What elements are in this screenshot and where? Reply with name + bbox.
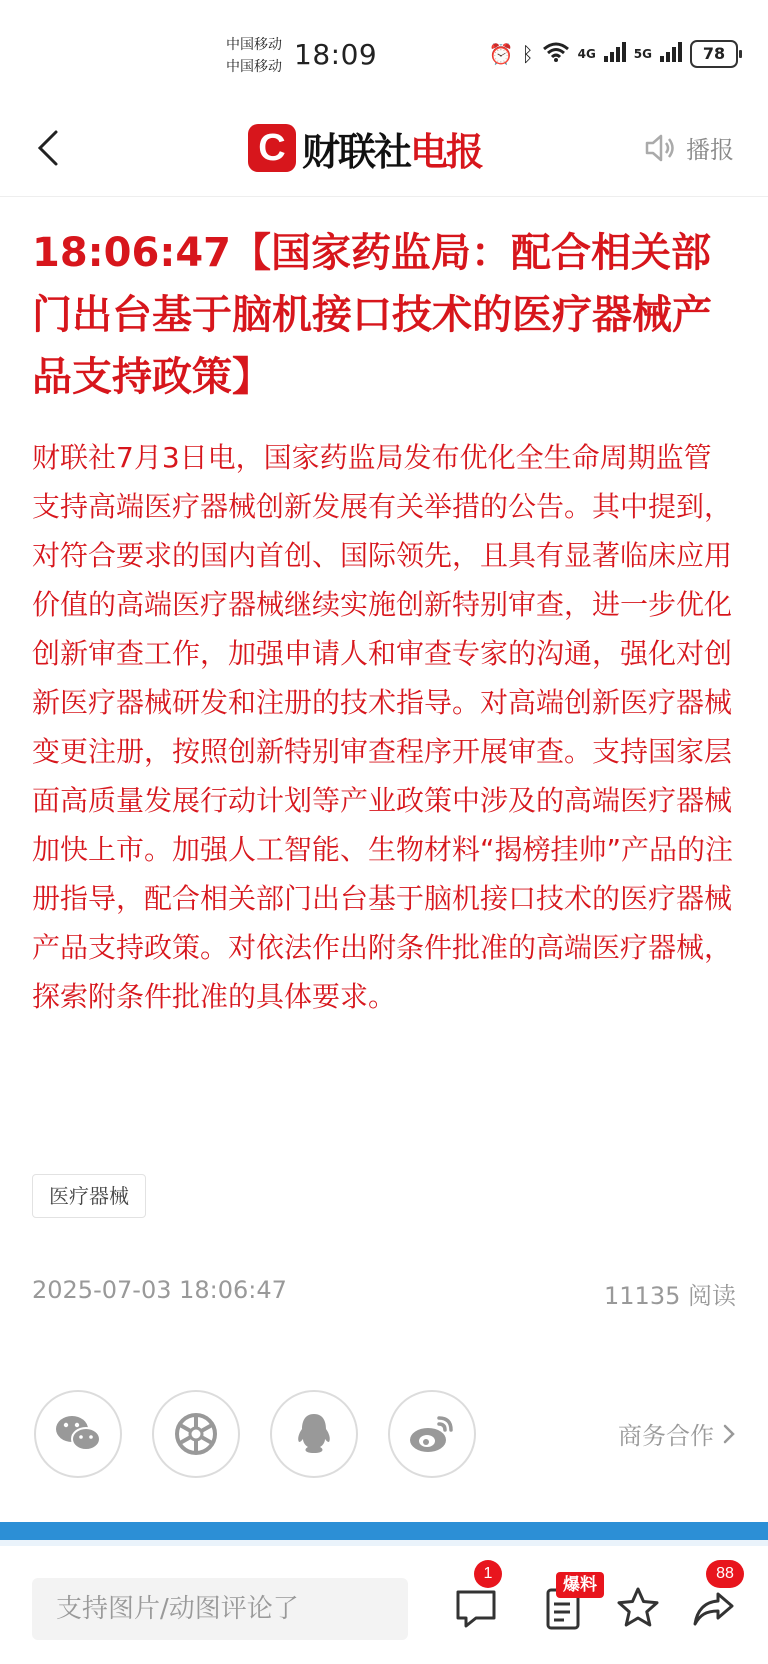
business-cooperation-link[interactable] <box>618 1416 736 1451</box>
article-body: 财联社7月3日电，国家药监局发布优化全生命周期监管支持高端医疗器械创新发展有关举措的公告。其中提到，对符合要求的国内首创、国际领先，且具有显著临床应用价值的高端医疗器械继续实施创新特别审查，进一步优化创新审查工作，加强申请人和审查专家的沟通，强化对创新医疗器械研发和注册的技术指导。对高端创新医疗器械变更注册，按照创新特别审查程序开展审查。支持国家层面高质量发展行动计划等产业政策中涉及的高端医疗器械加快上市。加强人工智能、生物材料“揭榜挂帅”产品的注册指导，配合相关部门出台基于脑机接口技术的医疗器械产品支持政策。对依法作出附条件批准的高端医疗器械，探索附条件批准的具体要求。 <box>32 441 734 1013</box>
share-qq-button[interactable] <box>270 1390 358 1478</box>
qq-icon <box>294 1411 334 1457</box>
logo-text-accent: 电报 <box>410 129 483 174</box>
battery-indicator: 78 <box>690 40 738 68</box>
share-count-badge: 88 <box>706 1560 744 1588</box>
article-headline: 18:06:47【国家药监局：配合相关部门出台基于脑机接口技术的医疗器械产品支持政策】 <box>32 230 712 400</box>
share-button[interactable] <box>690 1584 738 1632</box>
moments-icon <box>173 1411 219 1457</box>
broadcast-label: 播报 <box>686 136 734 164</box>
weibo-icon <box>407 1412 457 1456</box>
star-icon <box>614 1584 662 1632</box>
article-date: 2025-07-03 18:06:47 <box>32 1276 287 1304</box>
share-weibo-button[interactable] <box>388 1390 476 1478</box>
comment-count-badge: 1 <box>474 1560 502 1588</box>
favorite-button[interactable] <box>614 1584 662 1632</box>
carrier-1: 中国移动 <box>226 37 282 53</box>
signal-icon <box>604 42 626 66</box>
nav-bar <box>0 100 768 197</box>
logo-c-icon: C <box>248 124 296 172</box>
status-icons <box>489 40 738 68</box>
bluetooth-icon: ᛒ <box>521 42 534 66</box>
tag-chip[interactable]: 医疗器械 <box>32 1174 146 1218</box>
comment-icon <box>452 1584 500 1632</box>
share-icon <box>690 1584 738 1632</box>
logo-text-main: 财联社 <box>302 129 411 174</box>
business-label: 商务合作 <box>618 1422 714 1450</box>
baoliao-badge: 爆料 <box>556 1572 604 1598</box>
app-logo <box>248 120 482 176</box>
read-count: 11135 阅读 <box>604 1282 736 1310</box>
signal-icon <box>660 42 682 66</box>
chevron-left-icon <box>30 126 70 170</box>
comment-input[interactable] <box>32 1578 408 1640</box>
broadcast-button[interactable] <box>644 130 734 165</box>
status-time: 18:09 <box>294 38 378 71</box>
status-bar <box>0 0 768 100</box>
network-5g-label: 5G <box>633 47 652 61</box>
share-wechat-button[interactable] <box>34 1390 122 1478</box>
share-moments-button[interactable] <box>152 1390 240 1478</box>
comment-button[interactable] <box>452 1584 500 1632</box>
network-4g-label: 4G <box>577 47 596 61</box>
wifi-icon <box>542 41 570 67</box>
carrier-2: 中国移动 <box>226 59 282 75</box>
wechat-icon <box>53 1412 103 1456</box>
alarm-icon: ⏰ <box>488 42 514 66</box>
bottom-bar <box>0 1546 768 1664</box>
promo-strip <box>0 1522 768 1540</box>
chevron-right-icon <box>722 1423 736 1445</box>
speaker-icon <box>644 133 676 163</box>
back-button[interactable] <box>30 126 70 170</box>
carrier-info <box>226 34 282 78</box>
